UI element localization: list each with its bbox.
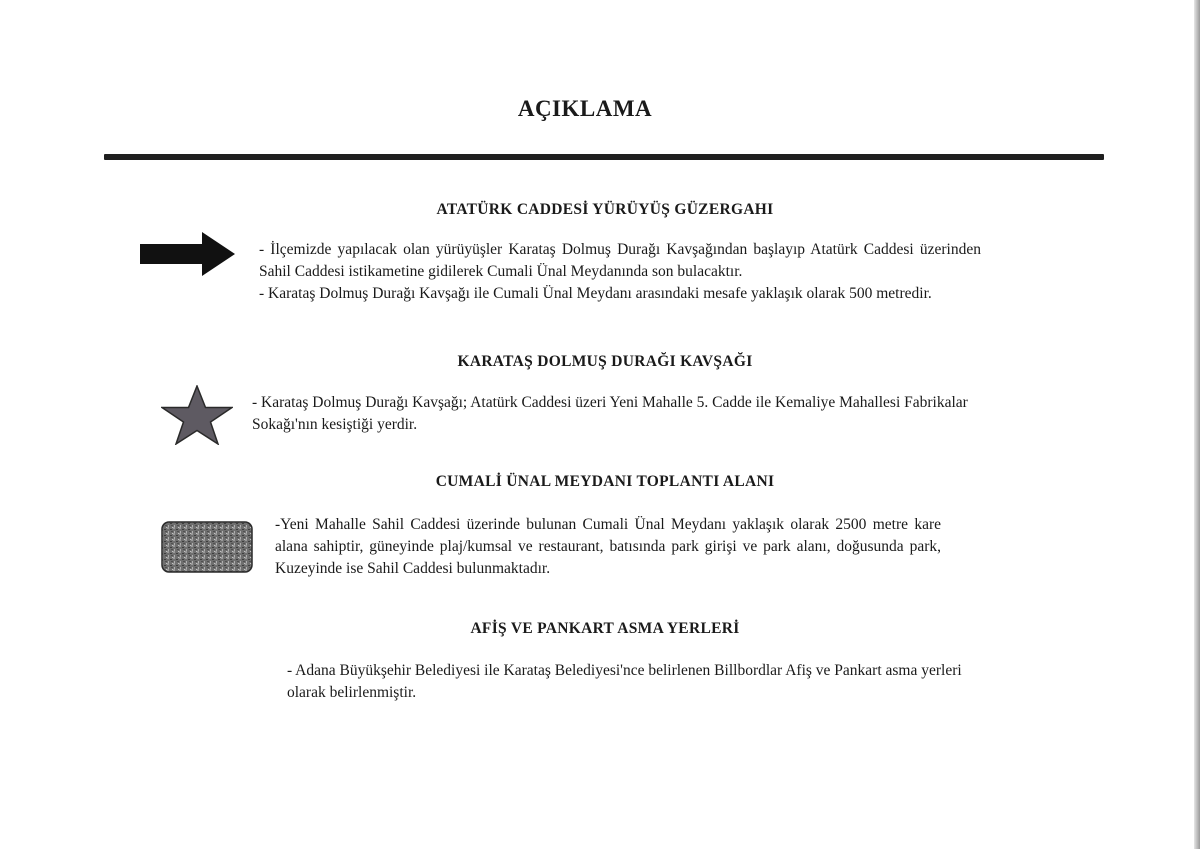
paragraph: - Karataş Dolmuş Durağı Kavşağı; Atatürk Caddesi üzeri Yeni Mahalle 5. Cadde ile Kemaliye Mahallesi Fabrikalar Sokağı'nın kesiştiği yerdir. [252,394,968,433]
section-heading-junction: KARATAŞ DOLMUŞ DURAĞI KAVŞAĞI [457,353,753,370]
scan-edge [1194,0,1200,849]
paragraph: -Yeni Mahalle Sahil Caddesi üzerinde bulunan Cumali Ünal Meydanı yaklaşık olarak 2500 metre kare alana sahiptir, güneyinde plaj/kumsal ve restaurant, batısında park girişi ve park alanı, doğusunda park, Kuzeyinde ise Sahil Caddesi bulunmaktadır. [275,516,941,577]
page-title: AÇIKLAMA [517,96,653,121]
section-posters-text [287,660,962,704]
section-heading-route: ATATÜRK CADDESİ YÜRÜYÜŞ GÜZERGAHI [436,201,774,218]
right-arrow-icon [140,232,235,276]
paragraph: - Adana Büyükşehir Belediyesi ile Karataş Belediyesi'nce belirlenen Billbordlar Afiş ve Pankart asma yerleri olarak belirlenmiştir. [287,662,962,701]
star-icon [161,385,233,445]
section-heading-posters: AFİŞ VE PANKART ASMA YERLERİ [470,620,740,637]
section-route-text [259,239,981,305]
section-heading-meeting-area: CUMALİ ÜNAL MEYDANI TOPLANTI ALANI [435,473,775,490]
title-divider [104,154,1104,160]
paragraph: - Karataş Dolmuş Durağı Kavşağı ile Cumali Ünal Meydanı arasındaki mesafe yaklaşık olarak 500 metredir. [259,285,932,302]
paragraph: - İlçemizde yapılacak olan yürüyüşler Karataş Dolmuş Durağı Kavşağından başlayıp Atatürk Caddesi üzerinden Sahil Caddesi istikametine gidilerek Cumali Ünal Meydanında son bulacaktır. [259,241,981,280]
section-meeting-area-text [275,514,941,580]
section-junction-text [252,392,982,436]
textured-rectangle-icon [161,521,253,573]
